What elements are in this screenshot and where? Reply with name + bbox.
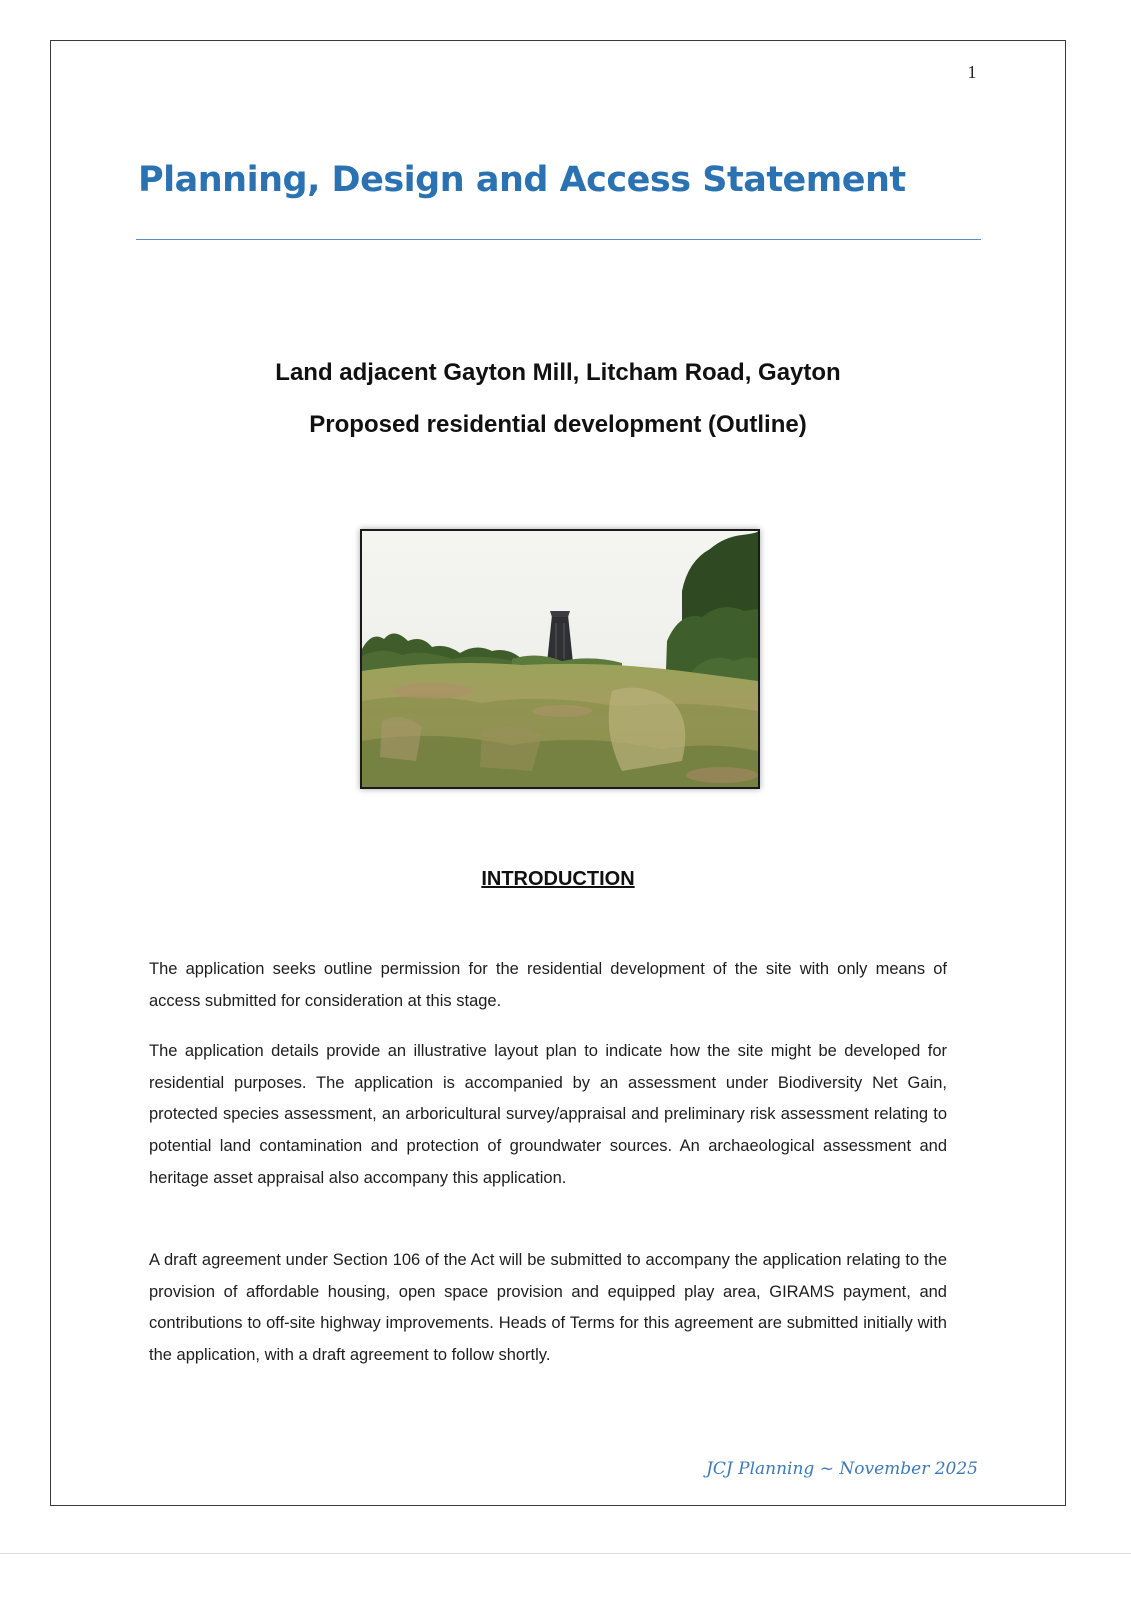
- introduction-paragraph: The application seeks outline permission for the residential development of the site with only means of access submitted for consideration at this stage.: [149, 960, 947, 1010]
- introduction-paragraph: The application details provide an illustrative layout plan to indicate how the site might be developed for residential purposes. The application is accompanied by an assessment under Biodiversity Net Gain, protected species assessment, an arboricultural survey/appraisal and preliminary risk assessment relating to potential land contamination and protection of groundwater sources. An archaeological assessment and heritage asset appraisal also accompany this application.: [149, 1042, 947, 1187]
- scan-edge-line: [0, 1553, 1131, 1554]
- footer-credit: JCJ Planning ~ November 2025: [706, 1459, 978, 1479]
- document-title: Planning, Design and Access Statement: [138, 160, 906, 200]
- introduction-heading: INTRODUCTION: [481, 868, 635, 890]
- site-address: Land adjacent Gayton Mill, Litcham Road, Gayton: [275, 359, 841, 386]
- introduction-paragraph: A draft agreement under Section 106 of the Act will be submitted to accompany the application relating to the provision of affordable housing, open space provision and equipped play area, GIRAMS payment, and contributions to off-site highway improvements. Heads of Terms for this agreement are submitted initially with the application, with a draft agreement to follow shortly.: [149, 1251, 947, 1365]
- page-number: 1: [967, 62, 977, 82]
- site-photo: [360, 529, 760, 789]
- proposal-description: Proposed residential development (Outline): [309, 411, 807, 438]
- title-divider: [136, 239, 981, 240]
